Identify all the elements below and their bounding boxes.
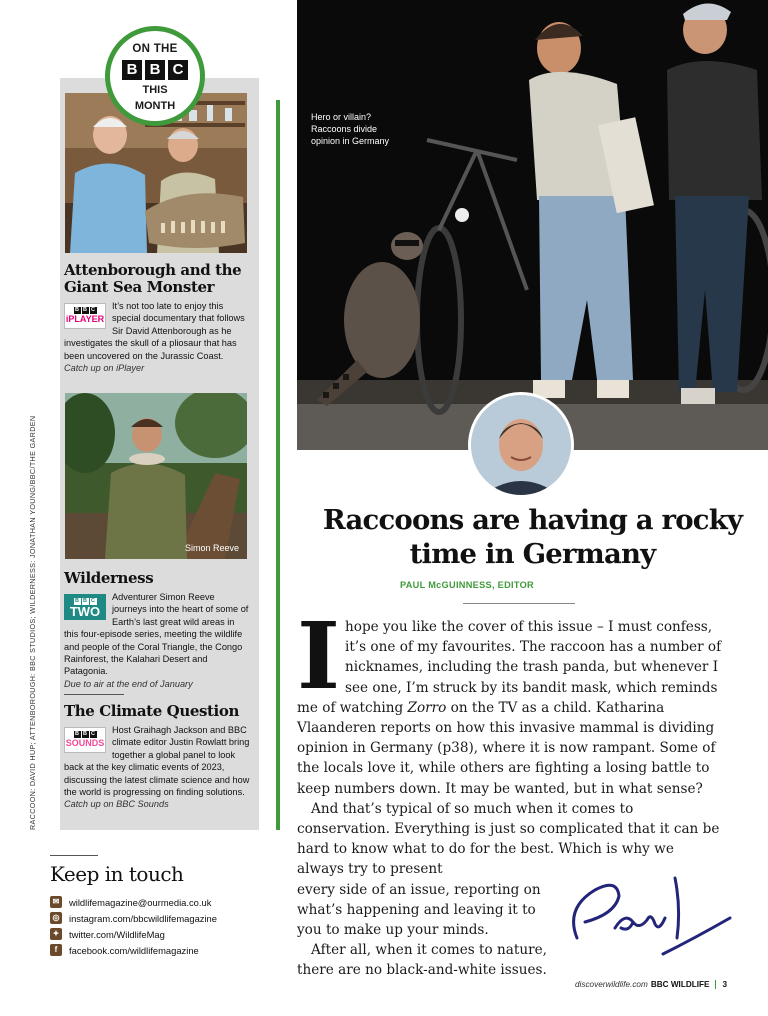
sidebar-item-2 xyxy=(64,570,250,690)
sidebar-item-body xyxy=(64,724,250,811)
footer-brand: BBC WILDLIFE xyxy=(650,980,710,989)
editor-signature xyxy=(555,868,735,968)
logo-service-name: TWO xyxy=(69,604,101,619)
sidebar-item-title: The Climate Question xyxy=(64,702,239,720)
bbc-logo xyxy=(110,60,200,80)
bbc-letter: C xyxy=(168,60,188,80)
facebook-icon: f xyxy=(50,944,62,956)
raccoon-scene-illustration xyxy=(297,0,768,450)
sidebar-item-3 xyxy=(64,703,250,811)
photo-credit: RACCOON: DAVID HUP; ATTENBOROUGH: BBC STUDIOS; WILDERNESS: JONATHAN YOUNG/BBC/THE GARDEN xyxy=(28,415,37,830)
keep-in-touch-rule xyxy=(50,855,98,856)
bbc-letter: B xyxy=(145,60,165,80)
bbc-letter: B xyxy=(122,60,142,80)
instagram-icon: ◎ xyxy=(50,912,62,924)
sidebar-item-body xyxy=(64,300,250,374)
logo-service-name: iPLAYER xyxy=(65,314,105,324)
footer-site: discoverwildlife.com xyxy=(575,980,648,989)
article-paragraph: every side of an issue, reporting on what’s happening and leaving it to you to make up your minds. xyxy=(297,881,541,939)
contact-instagram[interactable] xyxy=(50,910,217,926)
keep-in-touch-title: Keep in touch xyxy=(50,862,184,886)
article-byline: PAUL McGUINNESS, EDITOR xyxy=(399,580,534,590)
sidebar-item-1 xyxy=(64,262,250,374)
sidebar-divider-rule xyxy=(276,100,280,830)
logo-service-name: SOUNDS xyxy=(65,738,105,748)
on-the-bbc-badge xyxy=(105,26,205,126)
contact-email[interactable] xyxy=(50,894,217,910)
bbc-iplayer-logo: B B C iPLAYER xyxy=(64,303,106,329)
article-paragraph: After all, when it comes to nature, there are no black-and-white issues. xyxy=(297,942,547,979)
contact-text: wildlifemagazine@ourmedia.co.uk xyxy=(69,896,212,908)
sidebar-separator xyxy=(64,694,124,695)
hero-caption: Hero or villain? Raccoons divide opinion in Germany xyxy=(311,112,390,146)
byline-rule xyxy=(463,603,575,604)
article-headline: Raccoons are having a rocky time in Germany xyxy=(322,504,743,570)
badge-line-2: MONTH xyxy=(134,100,176,112)
sidebar-item-title: Wilderness xyxy=(64,569,154,587)
signature-scribble xyxy=(555,868,735,968)
contact-text: twitter.com/WildlifeMag xyxy=(69,928,165,940)
contact-text: instagram.com/bbcwildlifemagazine xyxy=(69,912,217,924)
paragraph-text: hope you like the cover of this issue – I must confess, it’s one of my favourites. The raccoon has a number of nicknames, including the trash panda, but whenever I see one, I’m struck by its bandit mask, which reminds me of watching xyxy=(297,619,722,716)
twitter-icon: ✦ xyxy=(50,928,62,940)
sidebar-item-title: Attenborough and the Giant Sea Monster xyxy=(64,261,242,296)
contact-twitter[interactable] xyxy=(50,926,217,942)
sidebar-item-body xyxy=(64,591,250,690)
simon-reeve-photo xyxy=(65,393,247,559)
sidebar-item-text: Adventurer Simon Reeve journeys into the heart of some of Earth’s last great wild areas in this four-episode series, meeting the wildlife and people of the Coral Triangle, the Congo Rainforest, the Kalahari Desert and Patagonia. xyxy=(64,592,249,677)
article-paragraph: And that’s typical of so much when it comes to conservation. Everything is just so complicated that it can be hard to know what to do for the best. Which is why we always try to present xyxy=(297,800,720,878)
editor-face-illustration xyxy=(471,395,571,495)
jungle-scene-illustration xyxy=(65,393,247,559)
email-icon: ✉ xyxy=(50,896,62,908)
sidebar-item-note: Due to air at the end of January xyxy=(64,678,193,689)
contact-facebook[interactable] xyxy=(50,942,217,958)
italic-title: Zorro xyxy=(407,699,447,716)
paragraph-text: on the TV as a child. Katharina Vlaanderen reports on how this invasive mammal is dividing opinion in Germany (p38), where it is now rampant. Some of the locals love it, while others are fighting a losing battle to keep numbers down. It may be wanted, but in what sense? xyxy=(297,699,716,797)
sidebar-item-note: Catch up on iPlayer xyxy=(64,363,145,374)
article-paragraph xyxy=(297,602,722,799)
bbc-two-logo: B B C TWO xyxy=(64,594,106,620)
editor-portrait xyxy=(468,392,574,498)
sidebar-item-text: Host Graihagh Jackson and BBC climate editor Justin Rowlatt bring together a global panel to look back at the key climatic events of 2023, discussing the latest climate science and how the world is progressing on finding solutions. xyxy=(64,725,250,798)
badge-top-text: ON THE xyxy=(132,43,178,55)
sidebar-item-text: It’s not too late to enjoy this special documentary that follows Sir David Attenborough as he investigates the skull of a pliosaur that has been uncovered on the Jurassic Coast. xyxy=(64,301,245,361)
badge-line-1: THIS xyxy=(142,84,168,96)
page-footer xyxy=(575,980,727,989)
photo-caption: Simon Reeve xyxy=(184,543,239,553)
page-number: 3 xyxy=(715,980,727,989)
sidebar-item-note: Catch up on BBC Sounds xyxy=(64,799,169,810)
contact-list xyxy=(50,894,217,958)
drop-cap: I xyxy=(297,602,341,710)
raccoon-hero-photo xyxy=(297,0,768,450)
bbc-sounds-logo: B B C SOUNDS xyxy=(64,727,106,753)
contact-text: facebook.com/wildlifemagazine xyxy=(69,944,199,956)
